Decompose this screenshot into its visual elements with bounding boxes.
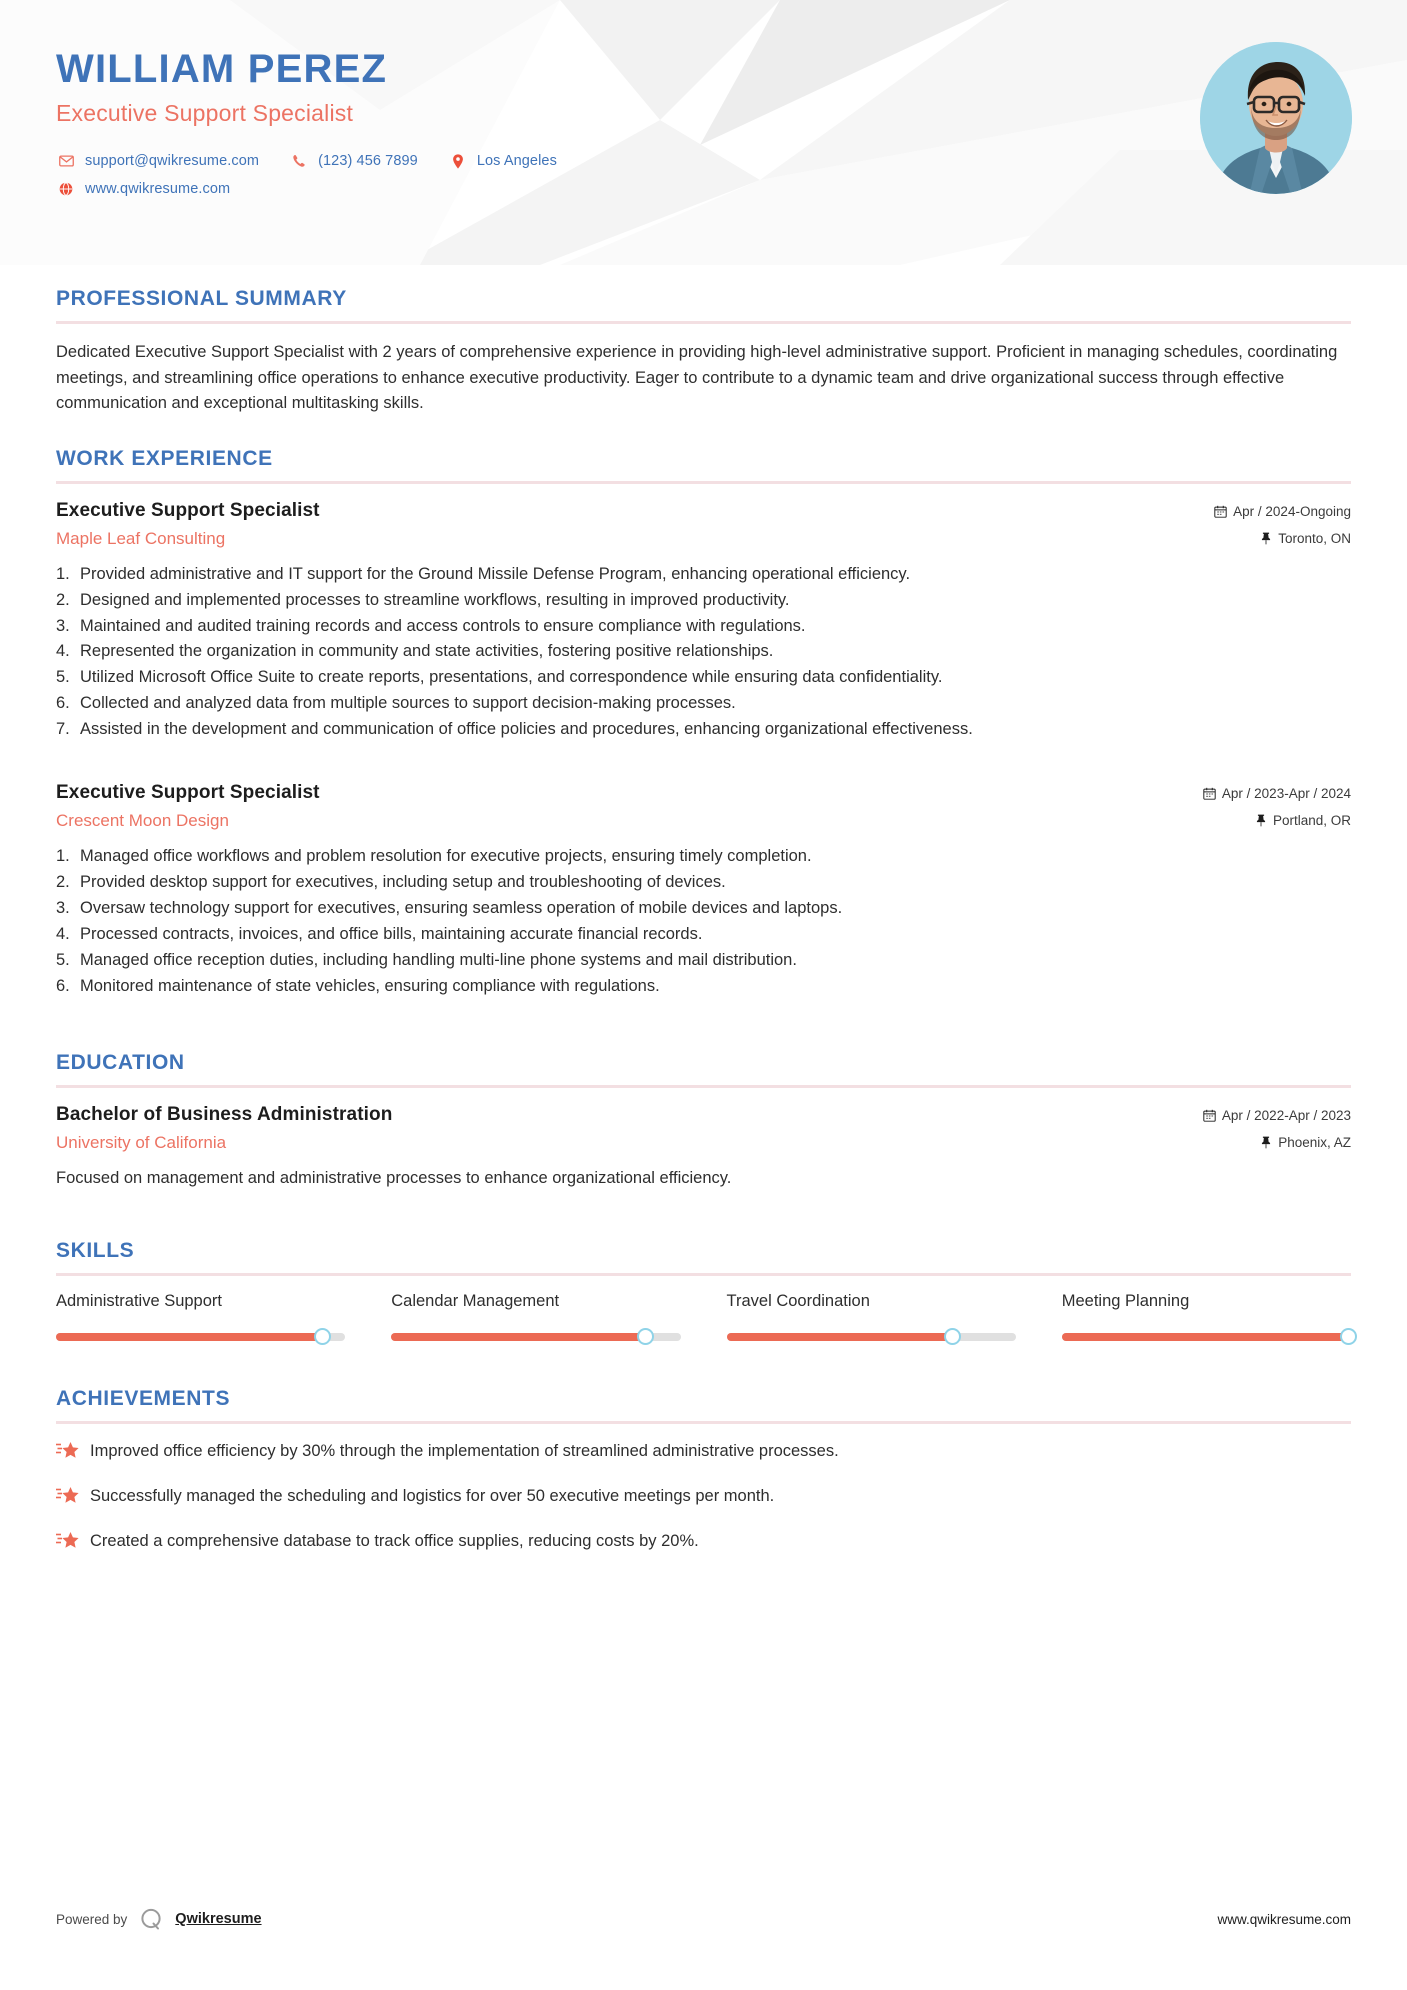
calendar-icon — [1203, 1109, 1216, 1122]
skill-item — [391, 1292, 726, 1341]
education-date-line — [1203, 1108, 1351, 1123]
bullet-item — [56, 871, 1351, 895]
work-entry-location: Toronto, ON — [1278, 530, 1351, 546]
skill-progress-knob[interactable] — [314, 1328, 331, 1345]
bullet-text: Managed office workflows and problem resolution for executive projects, ensuring timely completion. — [80, 847, 812, 866]
education-location: Phoenix, AZ — [1278, 1134, 1351, 1150]
section-title-skills: SKILLS — [56, 1238, 135, 1262]
footer-branding — [56, 1906, 262, 1932]
achievement-text: Created a comprehensive database to track office supplies, reducing costs by 20%. — [90, 1531, 699, 1550]
skill-progress-fill — [391, 1333, 646, 1341]
skill-progress-bar[interactable] — [56, 1333, 345, 1341]
bullet-number: 5. — [56, 668, 70, 687]
star-icon — [56, 1485, 90, 1507]
section-title-work-experience: WORK EXPERIENCE — [56, 446, 273, 470]
skill-item — [727, 1292, 1062, 1341]
work-entry-organization: Crescent Moon Design — [56, 811, 229, 831]
work-entry-main — [56, 500, 1214, 549]
bullet-item — [56, 589, 1351, 613]
work-entry-date: Apr / 2024-Ongoing — [1233, 503, 1351, 519]
section-professional-summary — [56, 287, 1351, 417]
work-entry-header — [56, 500, 1351, 549]
education-date: Apr / 2022-Apr / 2023 — [1221, 1107, 1351, 1123]
resume-body — [0, 287, 1407, 1553]
pushpin-icon — [1260, 1136, 1272, 1149]
bullet-number: 4. — [56, 642, 70, 661]
skill-item — [56, 1292, 391, 1341]
calendar-icon — [1203, 787, 1216, 800]
bullet-item — [56, 897, 1351, 921]
skill-label: Meeting Planning — [1061, 1291, 1190, 1310]
contact-row-1 — [56, 153, 1351, 169]
bullet-text: Monitored maintenance of state vehicles, ensuring compliance with regulations. — [80, 976, 660, 995]
bullet-item — [56, 692, 1351, 716]
bullet-text: Maintained and audited training records and access controls to ensure compliance with regulations. — [80, 616, 806, 635]
achievements-list — [56, 1440, 1351, 1553]
bullet-text: Designed and implemented processes to streamline workflows, resulting in improved productivity. — [80, 590, 790, 609]
bullet-text: Provided administrative and IT support for the Ground Missile Defense Program, enhancing operational efficiency. — [80, 564, 911, 583]
work-entry-bullets — [56, 845, 1351, 999]
contact-website-text: www.qwikresume.com — [85, 181, 231, 197]
achievement-text: Improved office efficiency by 30% through the implementation of streamlined administrative processes. — [90, 1441, 839, 1460]
bullet-item — [56, 845, 1351, 869]
work-entry-location-line — [1214, 531, 1351, 546]
skill-progress-fill — [56, 1333, 322, 1341]
section-title-achievements: ACHIEVEMENTS — [56, 1386, 231, 1410]
skill-progress-knob[interactable] — [1340, 1328, 1357, 1345]
entry-spacer — [56, 748, 1351, 782]
contact-phone[interactable] — [289, 153, 418, 169]
globe-icon — [56, 182, 76, 196]
education-entry — [56, 1104, 1351, 1191]
skill-progress-knob[interactable] — [637, 1328, 654, 1345]
bullet-item — [56, 615, 1351, 639]
bullet-number: 6. — [56, 694, 70, 713]
qwikresume-brand-link[interactable]: Qwikresume — [175, 1911, 262, 1927]
work-entry-role: Executive Support Specialist — [56, 782, 320, 804]
skill-label: Travel Coordination — [726, 1291, 870, 1310]
bullet-number: 7. — [56, 720, 70, 739]
work-entry-header — [56, 782, 1351, 831]
summary-text: Dedicated Executive Support Specialist with 2 years of comprehensive experience in providing high-level administrative support. Proficient in managing schedules, coordinating meetings, and streamlining office operations to enhance executive productivity. Eager to contribute to a dynamic team and drive organizational success through effective communication and exceptional multitasking skills. — [56, 343, 1338, 413]
pushpin-icon — [1260, 532, 1272, 545]
work-entry-location-line — [1203, 813, 1351, 828]
avatar — [1200, 42, 1352, 194]
achievement-item — [56, 1530, 1351, 1553]
bullet-number: 4. — [56, 924, 70, 943]
contact-email-text: support@qwikresume.com — [85, 153, 260, 169]
skill-progress-bar[interactable] — [727, 1333, 1016, 1341]
section-skills — [56, 1239, 1351, 1341]
bullet-number: 1. — [56, 847, 70, 866]
work-entry-date-line — [1214, 504, 1351, 519]
work-entry — [56, 782, 1351, 999]
bullet-number: 6. — [56, 976, 70, 995]
calendar-icon — [1214, 505, 1227, 518]
skill-label: Calendar Management — [391, 1291, 560, 1310]
bullet-item — [56, 923, 1351, 947]
bullet-number: 2. — [56, 590, 70, 609]
header-job-title: Executive Support Specialist — [56, 100, 354, 126]
bullet-item — [56, 666, 1351, 690]
education-institution: University of California — [56, 1132, 227, 1152]
contact-website[interactable] — [56, 181, 230, 197]
bullet-text: Provided desktop support for executives, including setup and troubleshooting of devices. — [80, 873, 726, 892]
section-divider — [56, 321, 1351, 324]
bullet-number: 5. — [56, 950, 70, 969]
work-entry-role: Executive Support Specialist — [56, 499, 320, 521]
map-pin-icon — [448, 154, 468, 169]
skill-progress-knob[interactable] — [944, 1328, 961, 1345]
page-footer — [56, 1906, 1351, 1932]
contact-location — [448, 153, 557, 169]
section-education — [56, 1051, 1351, 1191]
powered-by-label: Powered by — [56, 1911, 128, 1927]
skill-progress-fill — [727, 1333, 953, 1341]
work-entry-bullets — [56, 563, 1351, 742]
work-entry-date: Apr / 2023-Apr / 2024 — [1221, 786, 1351, 802]
section-divider — [56, 481, 1351, 484]
contact-phone-text: (123) 456 7899 — [318, 153, 418, 169]
achievement-item — [56, 1440, 1351, 1463]
bullet-item — [56, 640, 1351, 664]
contact-info — [56, 153, 1351, 197]
section-divider — [56, 1273, 1351, 1276]
bullet-item — [56, 718, 1351, 742]
work-entry — [56, 500, 1351, 742]
bullet-item — [56, 563, 1351, 587]
star-icon — [56, 1530, 90, 1552]
bullet-number: 3. — [56, 616, 70, 635]
pushpin-icon — [1255, 814, 1267, 827]
work-entry-meta — [1203, 782, 1351, 828]
avatar-photo — [1200, 42, 1352, 194]
section-title-education: EDUCATION — [56, 1050, 185, 1074]
work-entry-date-line — [1203, 786, 1351, 801]
skills-grid — [56, 1292, 1351, 1341]
work-entry-location: Portland, OR — [1272, 813, 1351, 829]
bullet-number: 1. — [56, 564, 70, 583]
contact-row-2 — [56, 181, 1351, 197]
bullet-text: Assisted in the development and communication of office policies and procedures, enhancing organizational effectiveness. — [80, 720, 973, 739]
bullet-text: Utilized Microsoft Office Suite to create reports, presentations, and correspondence while ensuring data confidentiality. — [80, 668, 943, 687]
contact-location-text: Los Angeles — [476, 153, 557, 169]
skill-progress-fill — [1062, 1333, 1348, 1341]
contact-email[interactable] — [56, 153, 259, 169]
bullet-text: Processed contracts, invoices, and office bills, maintaining accurate financial records. — [80, 924, 703, 943]
bullet-number: 2. — [56, 873, 70, 892]
skill-item — [1062, 1292, 1351, 1341]
bullet-item — [56, 949, 1351, 973]
education-entry-header — [56, 1104, 1351, 1153]
section-divider — [56, 1421, 1351, 1424]
bullet-text: Managed office reception duties, including handling multi-line phone systems and mail distribution. — [80, 950, 797, 969]
education-entry-main — [56, 1104, 1203, 1153]
skill-progress-bar[interactable] — [391, 1333, 680, 1341]
page-title: WILLIAM PEREZ — [56, 47, 388, 91]
work-entry-organization: Maple Leaf Consulting — [56, 528, 226, 548]
section-work-experience — [56, 447, 1351, 999]
phone-icon — [289, 154, 309, 168]
envelope-icon — [56, 155, 76, 167]
bullet-number: 3. — [56, 898, 70, 917]
skill-label: Administrative Support — [56, 1291, 222, 1310]
skill-progress-bar[interactable] — [1062, 1333, 1351, 1341]
achievement-item — [56, 1485, 1351, 1508]
bullet-item — [56, 975, 1351, 999]
bullet-text: Oversaw technology support for executives, ensuring seamless operation of mobile devices and laptops. — [80, 898, 843, 917]
resume-header — [0, 0, 1407, 265]
section-divider — [56, 1085, 1351, 1088]
bullet-text: Represented the organization in community and state activities, fostering positive relationships. — [80, 642, 774, 661]
star-icon — [56, 1440, 90, 1462]
bullet-text: Collected and analyzed data from multiple sources to support decision-making processes. — [80, 694, 736, 713]
qwikresume-logo-icon — [138, 1906, 164, 1932]
education-description: Focused on management and administrative processes to enhance organizational efficiency. — [56, 1168, 732, 1187]
work-entry-main — [56, 782, 1203, 831]
section-title-summary: PROFESSIONAL SUMMARY — [56, 287, 347, 310]
education-degree: Bachelor of Business Administration — [56, 1103, 393, 1125]
achievement-text: Successfully managed the scheduling and logistics for over 50 executive meetings per month. — [90, 1486, 775, 1505]
section-achievements — [56, 1387, 1351, 1553]
education-location-line — [1203, 1135, 1351, 1150]
footer-url[interactable]: www.qwikresume.com — [1217, 1911, 1351, 1927]
education-entry-meta — [1203, 1104, 1351, 1150]
work-entry-meta — [1214, 500, 1351, 546]
